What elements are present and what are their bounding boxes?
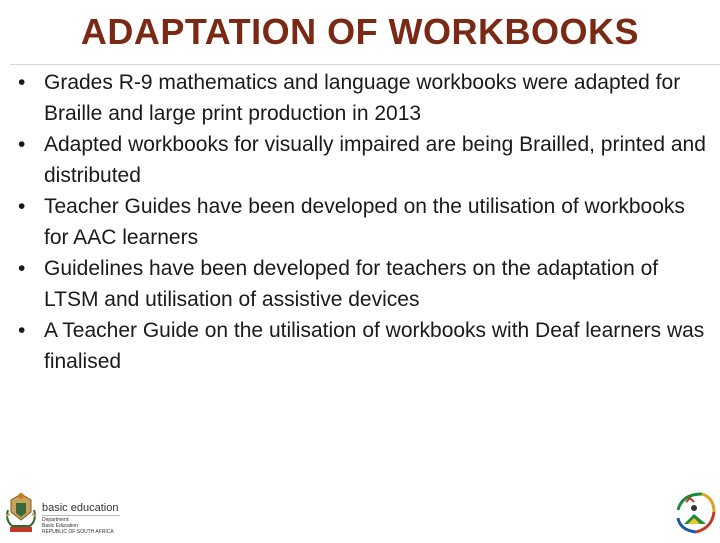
bullet-item xyxy=(18,191,708,253)
brand-subtitle-line: REPUBLIC OF SOUTH AFRICA xyxy=(42,529,114,535)
bullet-text: Guidelines have been developed for teachers on the adaptation of LTSM and utilisation of assistive devices xyxy=(44,257,659,311)
bullet-list xyxy=(18,67,708,377)
brand-subtitle-line: Basic Education xyxy=(42,523,78,529)
title-divider xyxy=(10,64,720,65)
department-logo xyxy=(2,490,132,536)
anniversary-emblem-icon xyxy=(672,488,718,538)
bullet-item xyxy=(18,315,708,377)
bullet-marker: • xyxy=(18,133,26,156)
brand-subtitle xyxy=(42,517,132,535)
bullet-text: Teacher Guides have been developed on the utilisation of workbooks for AAC learners xyxy=(44,195,685,249)
coat-of-arms-icon xyxy=(2,490,40,536)
brand-subtitle-line: Department: xyxy=(42,517,70,523)
brand-divider xyxy=(42,515,120,516)
anniversary-logo xyxy=(672,488,718,538)
bullet-marker: • xyxy=(18,71,26,94)
bullet-item xyxy=(18,253,708,315)
bullet-marker: • xyxy=(18,195,26,218)
bullet-text: Adapted workbooks for visually impaired are being Brailled, printed and distributed xyxy=(44,133,706,187)
bullet-marker: • xyxy=(18,257,26,280)
bullet-item xyxy=(18,67,708,129)
bullet-marker: • xyxy=(18,319,26,342)
brand-name: basic education xyxy=(42,502,119,514)
bullet-item xyxy=(18,129,708,191)
bullet-text: Grades R-9 mathematics and language workbooks were adapted for Braille and large print production in 2013 xyxy=(44,71,681,125)
slide-title: ADAPTATION OF WORKBOOKS xyxy=(80,11,640,52)
bullet-text: A Teacher Guide on the utilisation of workbooks with Deaf learners was finalised xyxy=(44,319,705,373)
